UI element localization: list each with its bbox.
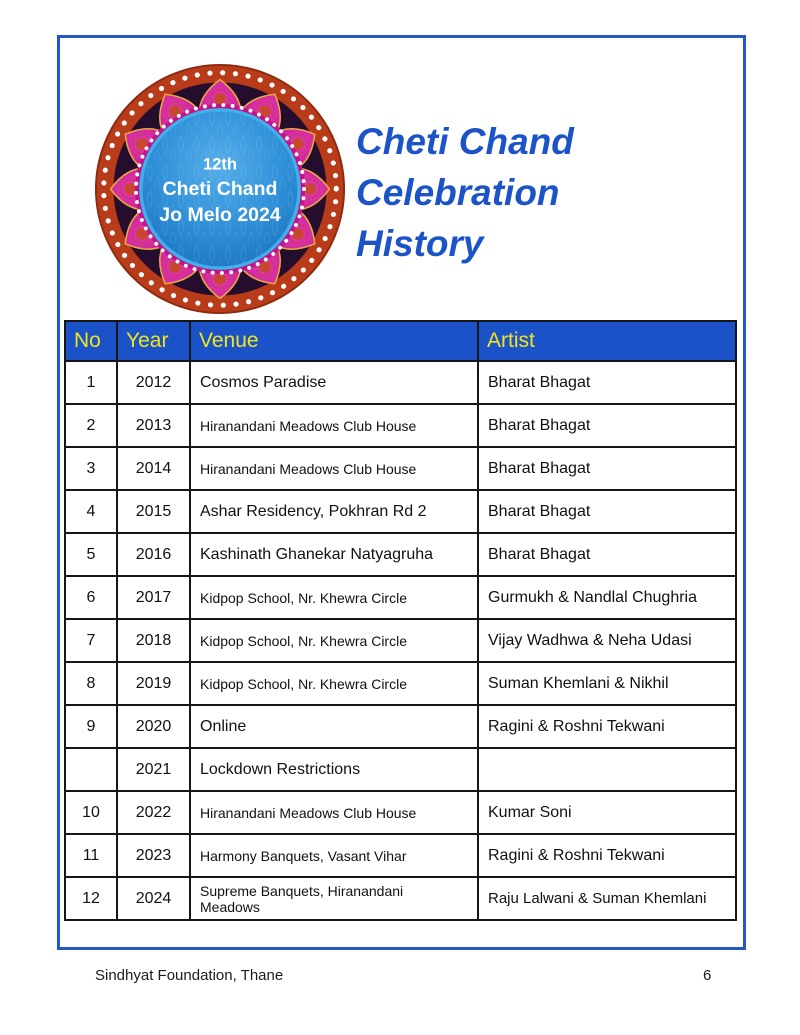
cell-no: 7 [65,619,117,662]
cell-year: 2015 [117,490,190,533]
cell-artist: Ragini & Roshni Tekwani [478,705,736,748]
celebration-history-table [64,320,737,921]
cell-venue: Lockdown Restrictions [190,748,478,791]
table-row [65,834,736,877]
cell-artist: Suman Khemlani & Nikhil [478,662,736,705]
cell-no: 11 [65,834,117,877]
cell-year: 2018 [117,619,190,662]
footer-page-number: 6 [703,967,712,984]
cell-no: 2 [65,404,117,447]
cell-year: 2024 [117,877,190,920]
cell-year: 2012 [117,361,190,404]
cell-no: 12 [65,877,117,920]
page-title [356,116,686,269]
logo-line-1: 12th [202,154,238,174]
cell-artist: Raju Lalwani & Suman Khemlani [478,877,736,920]
cell-year: 2013 [117,404,190,447]
cell-no: 5 [65,533,117,576]
cell-venue: Cosmos Paradise [190,361,478,404]
table-row [65,877,736,920]
table-row [65,533,736,576]
cheti-chand-logo [93,62,347,316]
cell-year: 2020 [117,705,190,748]
cell-year: 2021 [117,748,190,791]
table-row [65,447,736,490]
cell-year: 2023 [117,834,190,877]
title-line-3: History [356,223,484,264]
logo-line-2: Cheti Chand [162,177,278,200]
table-row [65,791,736,834]
header-venue: Venue [190,321,478,361]
cell-venue: Hiranandani Meadows Club House [190,791,478,834]
table-row [65,748,736,791]
cell-year: 2019 [117,662,190,705]
header-artist: Artist [478,321,736,361]
table-row [65,705,736,748]
cell-artist: Ragini & Roshni Tekwani [478,834,736,877]
cell-no: 1 [65,361,117,404]
cell-no: 6 [65,576,117,619]
table-header-row [65,321,736,361]
cell-venue: Kidpop School, Nr. Khewra Circle [190,576,478,619]
table-row [65,662,736,705]
table-row [65,490,736,533]
cell-no: 4 [65,490,117,533]
cell-venue: Online [190,705,478,748]
cell-year: 2022 [117,791,190,834]
cell-year: 2017 [117,576,190,619]
cell-venue: Kidpop School, Nr. Khewra Circle [190,619,478,662]
table-row [65,404,736,447]
cell-venue: Hiranandani Meadows Club House [190,447,478,490]
cell-no: 8 [65,662,117,705]
cell-no: 10 [65,791,117,834]
cell-year: 2016 [117,533,190,576]
cell-artist: Bharat Bhagat [478,447,736,490]
cell-artist: Bharat Bhagat [478,361,736,404]
cell-venue: Kidpop School, Nr. Khewra Circle [190,662,478,705]
cell-artist: Bharat Bhagat [478,490,736,533]
title-line-1: Cheti Chand [356,121,574,162]
cell-artist: Vijay Wadhwa & Neha Udasi [478,619,736,662]
logo-line-3: Jo Melo 2024 [159,204,281,227]
cell-artist: Bharat Bhagat [478,533,736,576]
table-row [65,361,736,404]
cell-artist: Bharat Bhagat [478,404,736,447]
cell-venue: Kashinath Ghanekar Natyagruha [190,533,478,576]
table-row [65,576,736,619]
cell-year: 2014 [117,447,190,490]
cell-venue: Ashar Residency, Pokhran Rd 2 [190,490,478,533]
cell-venue: Harmony Banquets, Vasant Vihar [190,834,478,877]
cell-venue: Hiranandani Meadows Club House [190,404,478,447]
cell-artist [478,748,736,791]
header-year: Year [117,321,190,361]
cell-artist: Kumar Soni [478,791,736,834]
title-line-2: Celebration [356,172,560,213]
footer-organization: Sindhyat Foundation, Thane [95,967,284,984]
header-no: No [65,321,117,361]
table-row [65,619,736,662]
cell-venue: Supreme Banquets, Hiranandani Meadows [190,877,478,920]
cell-no: 3 [65,447,117,490]
cell-artist: Gurmukh & Nandlal Chughria [478,576,736,619]
cell-no [65,748,117,791]
cell-no: 9 [65,705,117,748]
